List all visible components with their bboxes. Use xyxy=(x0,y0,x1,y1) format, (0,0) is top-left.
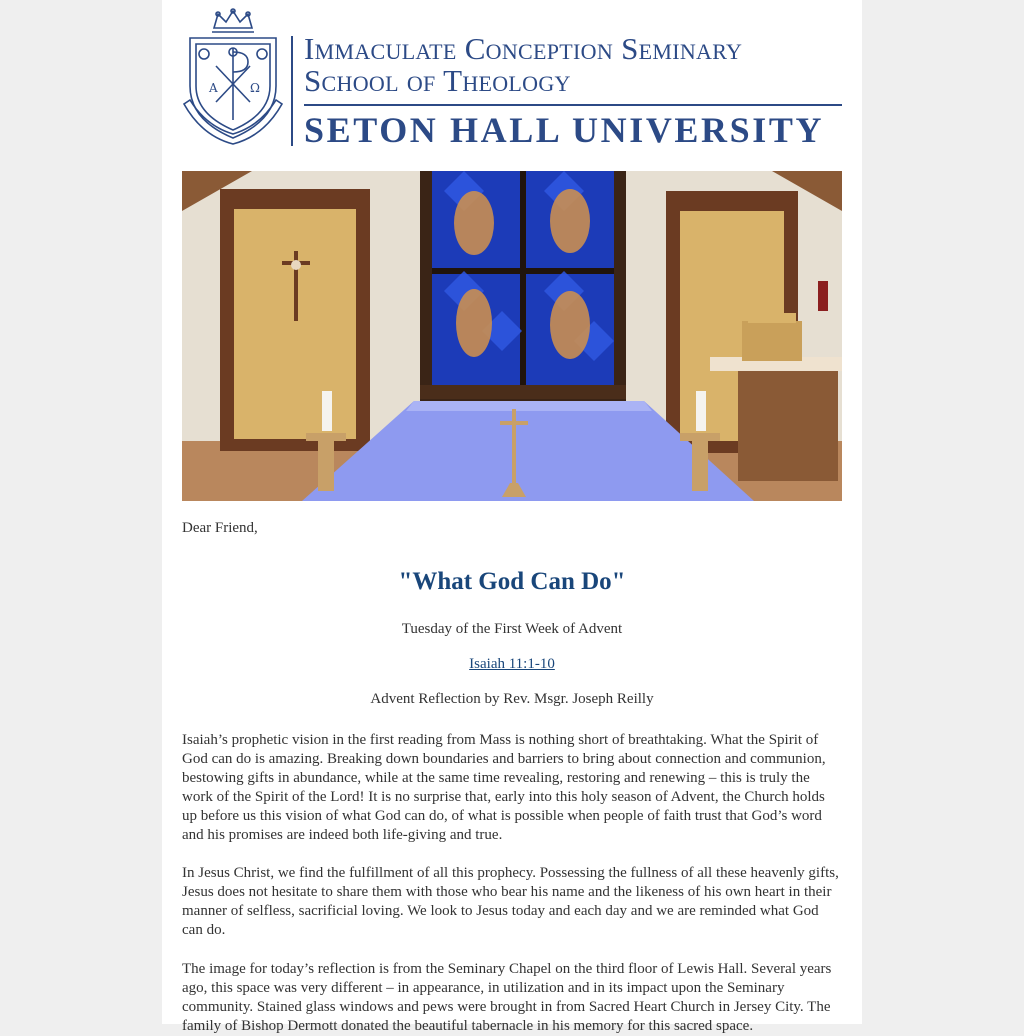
greeting: Dear Friend, xyxy=(182,520,258,536)
seminary-name: Immaculate Conception Seminary xyxy=(304,31,743,66)
email-page xyxy=(162,0,862,1034)
reflection-paragraph: The image for today’s reflection is from the Seminary Chapel on the third floor of Lewis Hall. Several years ago, this space was very different – in appearance, in utilization and in its impact upon the Seminary community. Stained glass windows and pews were brought in from Sacred Heart Church in Jersey City. The family of Bishop Dermott donated the beautiful tabernacle in his memory for this sacred space. xyxy=(182,961,832,1034)
liturgical-day: Tuesday of the First Week of Advent xyxy=(401,621,623,637)
reflection-paragraph: In Jesus Christ, we find the fulfillment of all this prophecy. Possessing the fullness of all these heavenly gifts, Jesus does not hesitate to share them with those who bear his name and the likeness of his own heart in their manner of selfless, sacrificial loving. We look to Jesus today and each day and we are reminded what God can do. xyxy=(182,865,839,938)
school-name: School of Theology xyxy=(304,63,571,98)
seminary-crest-icon xyxy=(182,8,284,148)
chapel-altar-photo xyxy=(182,171,842,501)
header-vertical-rule xyxy=(291,36,293,146)
header-horizontal-rule xyxy=(304,104,842,106)
reflection-title: "What God Can Do" xyxy=(398,568,626,595)
scripture-link[interactable]: Isaiah 11:1-10 xyxy=(469,656,555,672)
scripture-reference xyxy=(182,656,842,673)
svg-text:A: A xyxy=(209,81,218,95)
seminary-header xyxy=(182,8,842,150)
svg-text:Ω: Ω xyxy=(250,81,260,95)
reflection-paragraph: Isaiah’s prophetic vision in the first reading from Mass is nothing short of breathtaking. What the Spirit of God can do is amazing. Breaking down boundaries and barriers to bring about connection and communion, bestowing gifts in abundance, while at the same time revealing, restoring and renewing – this is truly the work of the Spirit of the Lord! It is no surprise that, early into this holy season of Advent, the Church holds up before us this vision of what God can do, of what is possible when people of faith trust that God’s word and his promises are indeed both life-giving and true. xyxy=(182,732,826,843)
university-name: SETON HALL UNIVERSITY xyxy=(304,110,825,150)
author-line: Advent Reflection by Rev. Msgr. Joseph Reilly xyxy=(370,691,654,707)
